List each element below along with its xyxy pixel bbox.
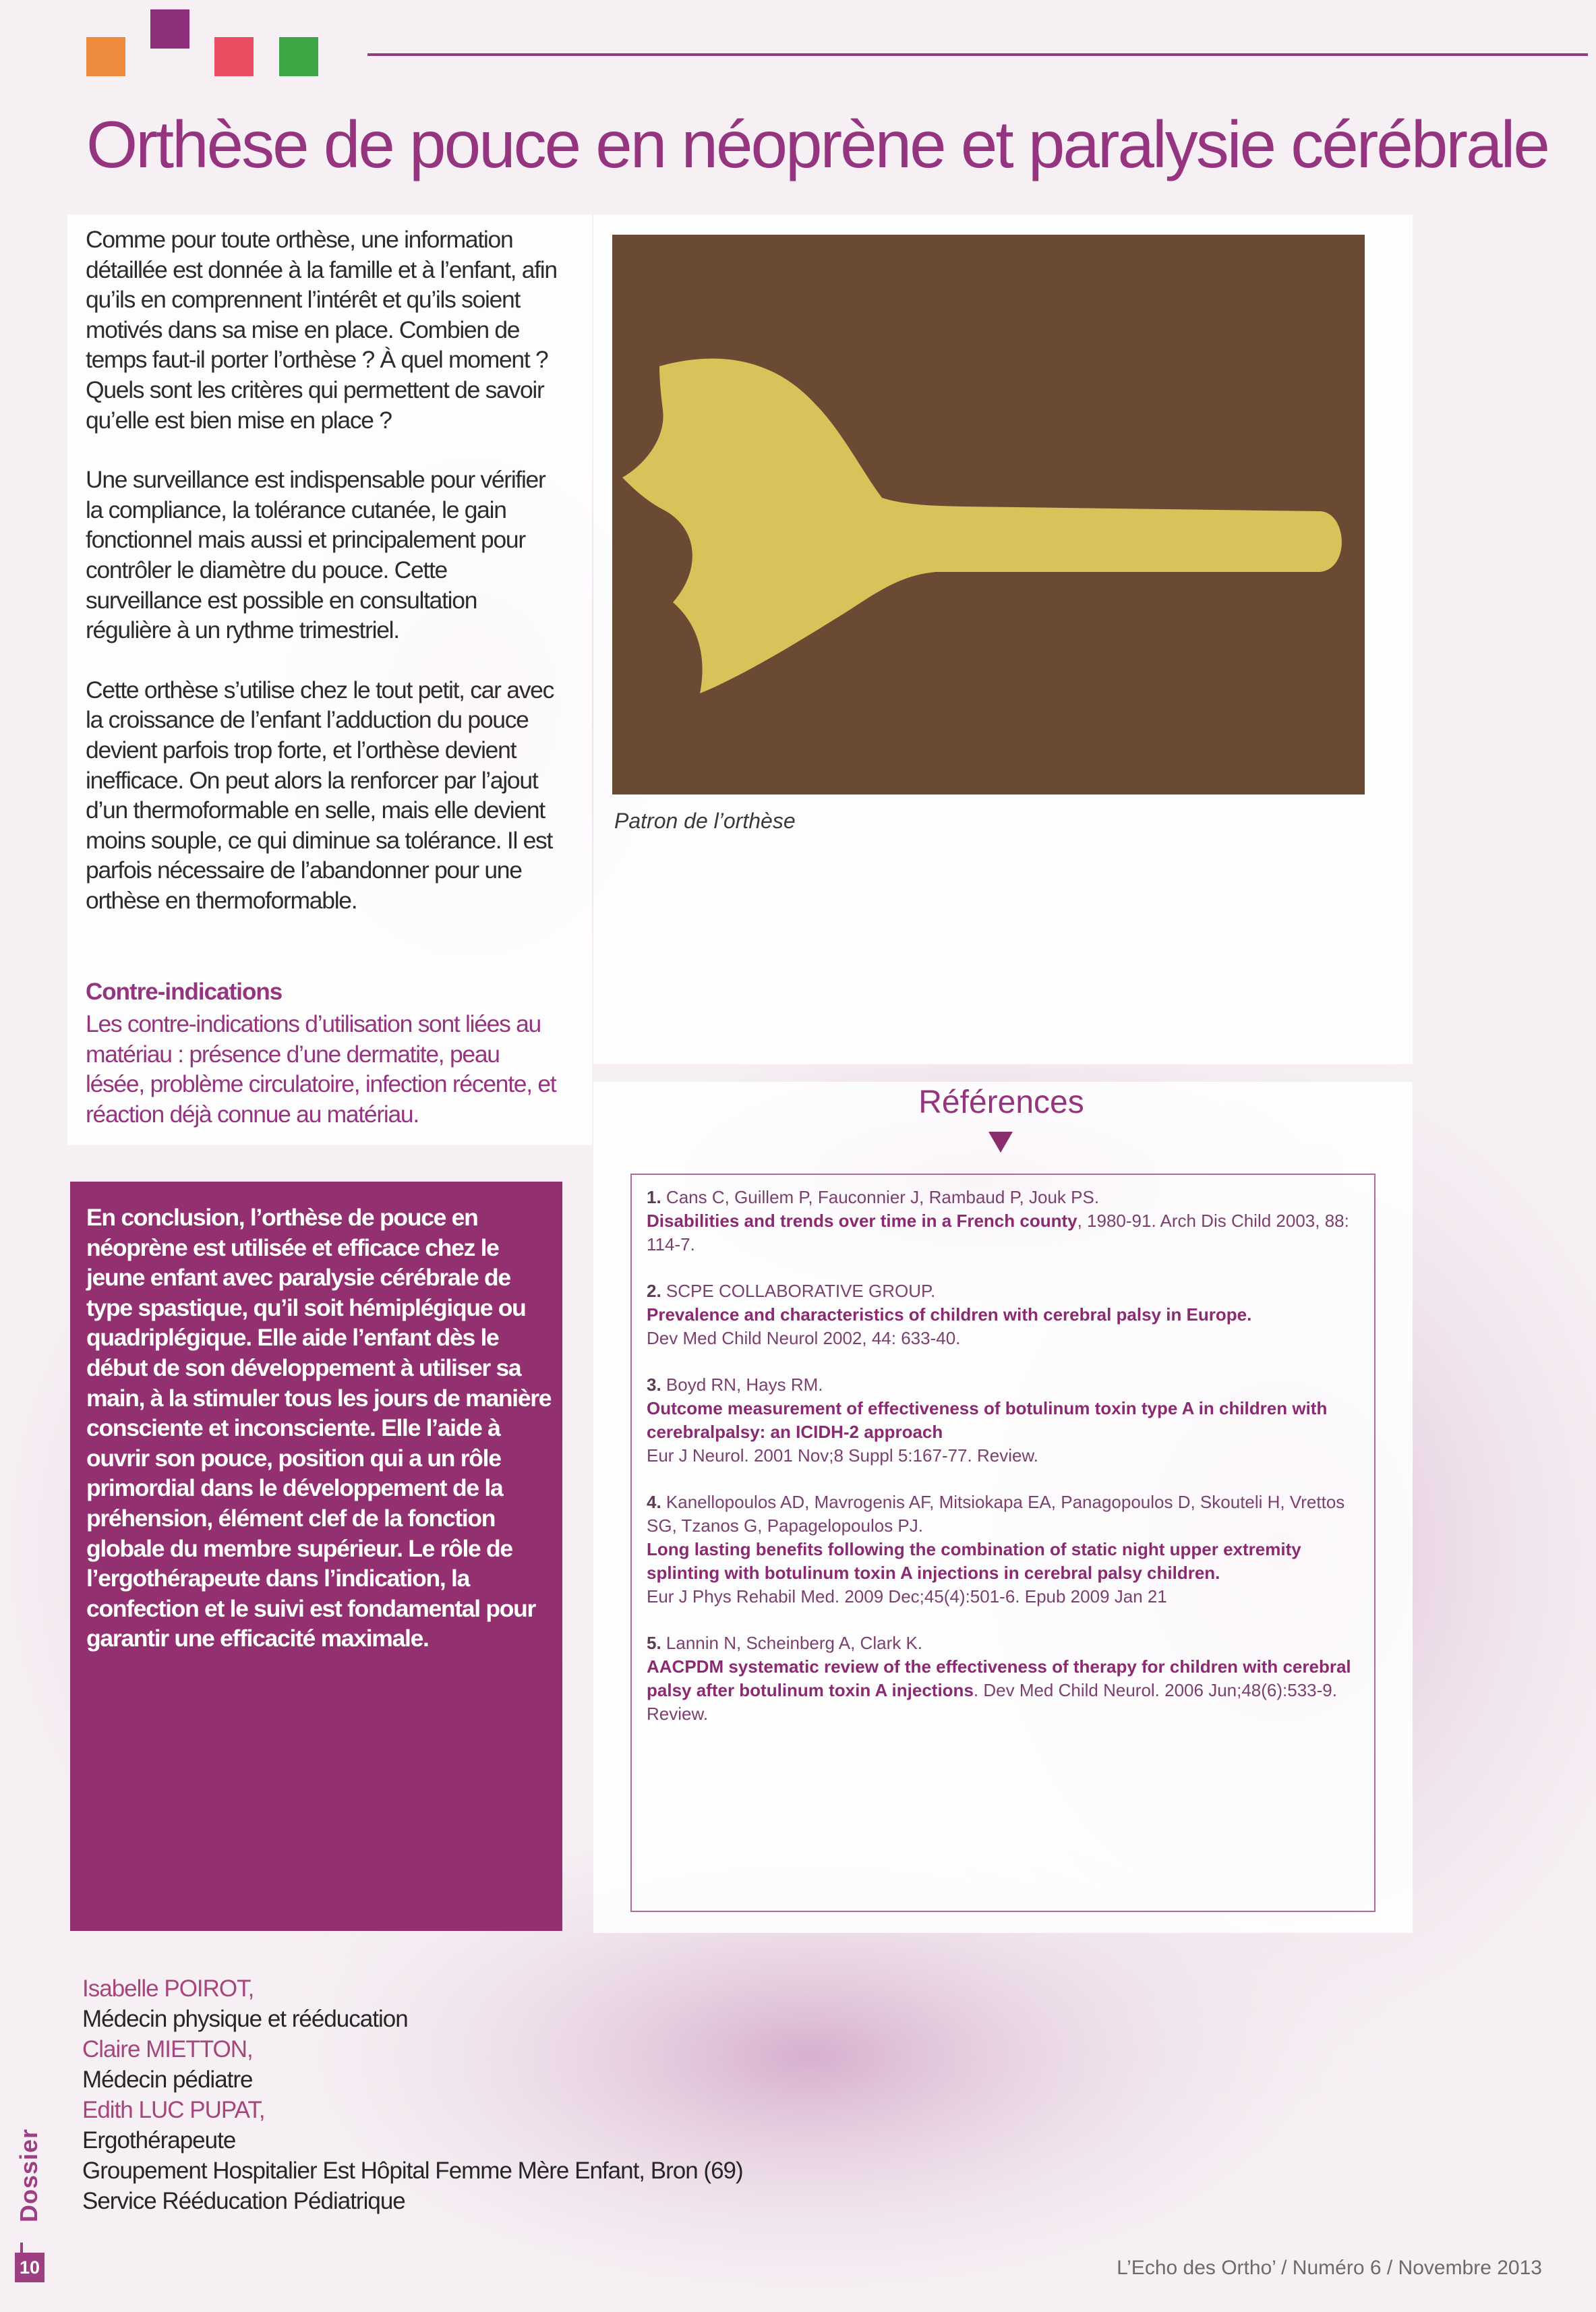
article-title: Orthèse de pouce en néoprène et paralysie cérébrale [86,107,1548,181]
conclusion-text: En conclusion, l’orthèse de pouce en néoprène est utilisée et efficace chez le jeune enfant avec paralysie cérébrale de type spastique, qu’il soit hémiplégique ou quadriplégique. Elle aide l’enfant dès le début de son développement à utiliser sa main, à la stimuler tous les jours de manière consciente et inconsciente. Elle l’aide à ouvrir son pouce, position qui a un rôle primordial dans le développement de la préhension, élément clef de la fonction globale du membre supérieur. Le rôle de l’ergothérapeute dans l’indication, la confection et le suivi est fondamental pour garantir une efficacité maximale. [86,1204,552,1652]
conclusion-box [70,1182,562,1931]
body-paragraph: Une surveillance est indispensable pour vérifier la compliance, la tolérance cutanée, le gain fonctionnel mais aussi et principalement pour contrôler le diamètre du pouce. Cette surveillance est possible en consultation régulière à un rythme trimestriel. [86,466,545,644]
brand-square-purple [150,9,189,49]
author-block [82,1973,743,2216]
figure-caption: Patron de l’orthèse [614,809,796,833]
brand-square-green [279,37,318,76]
reference-item: 5. Lannin N, Scheinberg A, Clark K. AACPDM systematic review of the effectiveness of therapy for children with cerebral palsy after botulinum toxin A injections. Dev Med Child Neurol. 2006 Jun;48(6):533-9. Review. [647,1633,1351,1724]
references-heading: Références [918,1085,1084,1120]
author-role: Médecin physique et rééducation [82,2006,408,2032]
brand-square-pink [214,37,254,76]
references-box [630,1174,1376,1912]
down-arrow-icon [988,1132,1013,1153]
author-role: Médecin pédiatre [82,2067,253,2093]
orthosis-pattern-photo [612,235,1365,794]
author-name: Isabelle POIROT, [82,1975,254,2002]
body-text [86,225,558,915]
header-rule [367,53,1588,56]
body-paragraph: Comme pour toute orthèse, une information détaillée est donnée à la famille et à l’enfant, afin qu’ils en comprennent l’intérêt et qu’ils soient motivés dans sa mise en place. Combien de temps faut-il porter l’orthèse ? À quel moment ? Quels sont les critères qui permettent de savoir qu’elle est bien mise en place ? [86,226,557,434]
affiliation-line: Service Rééducation Pédiatrique [82,2188,405,2214]
author-name: Claire MIETTON, [82,2036,253,2062]
body-paragraph: Cette orthèse s’utilise chez le tout petit, car avec la croissance de l’enfant l’adduction du pouce devient parfois trop forte, et l’orthèse devient inefficace. On peut alors la renforcer par l’ajout d’un thermoformable en selle, mais elle devient moins souple, ce qui diminue sa tolérance. Il est parfois nécessaire de l’abandonner pour une orthèse en thermoformable. [86,676,554,914]
affiliation-line: Groupement Hospitalier Est Hôpital Femme Mère Enfant, Bron (69) [82,2158,743,2184]
author-role: Ergothérapeute [82,2127,236,2154]
reference-item: 1. Cans C, Guillem P, Fauconnier J, Rambaud P, Jouk PS. Disabilities and trends over time in a French county, 1980-91. Arch Dis Child 2003, 88: 114-7. [647,1187,1349,1254]
author-name: Edith LUC PUPAT, [82,2097,265,2123]
section-label: Dossier [15,2128,42,2222]
footer-citation: L’Echo des Ortho’ / Numéro 6 / Novembre 2013 [1117,2257,1542,2279]
reference-item: 3. Boyd RN, Hays RM. Outcome measurement of effectiveness of botulinum toxin type A in children with cerebralpalsy: an ICIDH-2 approach Eur J Neurol. 2001 Nov;8 Suppl 5:167-77. Review. [647,1375,1328,1466]
reference-item: 4. Kanellopoulos AD, Mavrogenis AF, Mitsiokapa EA, Panagopoulos D, Skouteli H, Vrettos SG, Tzanos G, Papagelopoulos PJ. Long lasting benefits following the combination of static night upper extremity splinting with botulinum toxin A injections in cerebral palsy children. Eur J Phys Rehabil Med. 2009 Dec;45(4):501-6. Epub 2009 Jan 21 [647,1492,1345,1607]
page-number: 10 [15,2253,45,2282]
contre-indications-text: Les contre-indications d’utilisation sont liées au matériau : présence d’une dermatite, peau lésée, problème circulatoire, infection récente, et réaction déjà connue au matériau. [86,1010,556,1128]
brand-square-orange [86,37,125,76]
contre-indications-heading: Contre-indications [86,979,283,1005]
reference-item: 2. SCPE COLLABORATIVE GROUP. Prevalence and characteristics of children with cerebral palsy in Europe. Dev Med Child Neurol 2002, 44: 633-40. [647,1281,1252,1348]
